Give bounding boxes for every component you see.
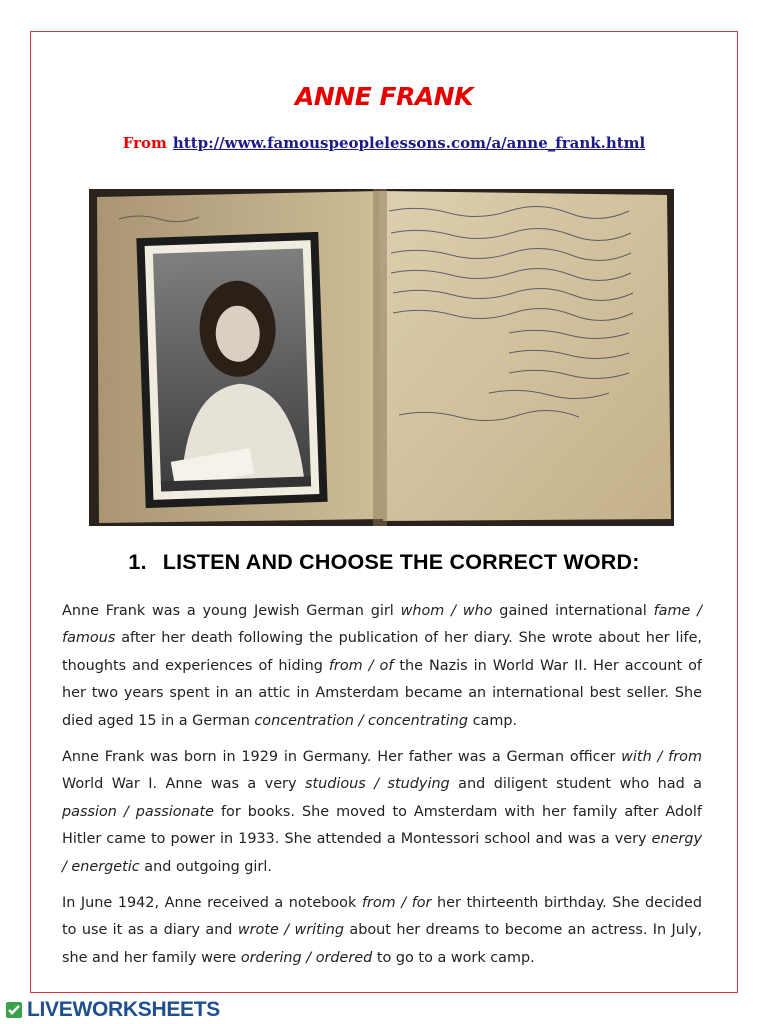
section-heading-text: LISTEN AND CHOOSE THE CORRECT WORD: xyxy=(162,550,640,574)
paragraph-3 xyxy=(62,890,702,972)
paragraph-text: the Nazis in World War II. Her account of her two years spent in an attic in Amsterdam became an international best seller. She died aged 15 in a German xyxy=(62,657,702,729)
word-choice[interactable]: passion / passionate xyxy=(62,803,214,820)
page-title: ANNE FRANK xyxy=(295,82,473,111)
paragraph-text: gained international xyxy=(492,603,654,619)
paragraph-text: after her death following the publication of her diary. She wrote about her life, thoughts and experiences of hiding xyxy=(62,630,702,674)
paragraph-text: and diligent student who had a xyxy=(449,776,702,793)
paragraph-text: camp. xyxy=(468,712,518,729)
source-link[interactable]: http://www.famouspeoplelessons.com/a/anne_frank.html xyxy=(172,134,646,152)
paragraph-text: Anne Frank was a young Jewish German girl xyxy=(62,603,401,619)
word-choice[interactable]: concentration / concentrating xyxy=(254,712,469,729)
diary-photo xyxy=(89,189,674,526)
word-choice[interactable]: from / of xyxy=(328,657,394,674)
paragraph-text: about her dreams to become an actress. In July, she and her family were xyxy=(62,922,702,966)
paragraph-text: Anne Frank was born in 1929 in Germany. Her father was a German officer xyxy=(62,749,622,766)
word-choice[interactable]: energy / energetic xyxy=(62,831,702,875)
section-number: 1. xyxy=(128,550,147,574)
paragraph-text: In June 1942, Anne received a notebook xyxy=(62,895,362,912)
exercise-text xyxy=(62,598,702,981)
word-choice[interactable]: from / for xyxy=(361,895,432,912)
paragraph-text: World War I. Anne was a very xyxy=(62,776,305,793)
source-prefix: From xyxy=(122,134,167,152)
word-choice[interactable]: wrote / writing xyxy=(237,922,345,939)
paragraph-text: for books. She moved to Amsterdam with her family after Adolf Hitler came to power in 1933. She attended a Montessori school and was a very xyxy=(62,803,702,848)
source-line xyxy=(0,134,768,152)
paragraph-2 xyxy=(62,744,702,881)
footer-logo xyxy=(4,998,220,1022)
word-choice[interactable]: whom / who xyxy=(400,603,493,619)
footer-logo-text: LIVEWORKSHEETS xyxy=(27,998,220,1021)
word-choice[interactable]: ordering / ordered xyxy=(240,949,373,966)
word-choice[interactable]: with / from xyxy=(621,749,702,766)
word-choice[interactable]: fame / famous xyxy=(62,603,703,647)
paragraph-text: her thirteenth birthday. She decided to use it as a diary and xyxy=(62,895,703,939)
paragraph-text: and outgoing girl. xyxy=(139,858,272,875)
section-heading xyxy=(0,550,768,575)
liveworksheets-logo-icon xyxy=(4,1000,24,1020)
paragraph-text: to go to a work camp. xyxy=(372,949,535,966)
word-choice[interactable]: studious / studying xyxy=(304,776,450,793)
paragraph-1 xyxy=(62,598,702,735)
